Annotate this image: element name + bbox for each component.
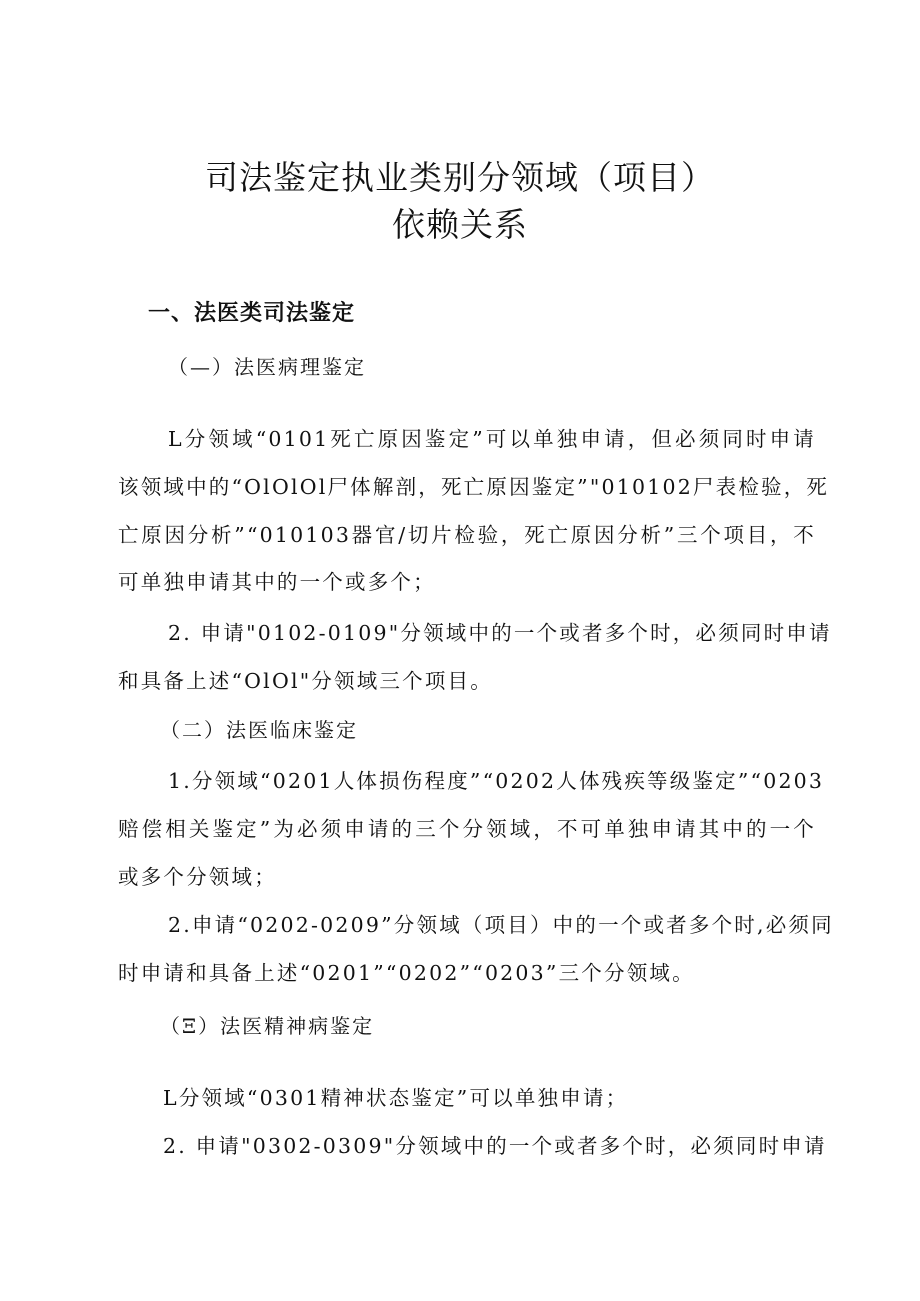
paragraph-line: 亡原因分析”“010103器官/切片检验，死亡原因分析”三个项目，不 [118, 523, 816, 547]
paragraph-line: 1.分领域“0201人体损伤程度”“0202人体残疾等级鉴定”“0203 [168, 769, 825, 793]
paragraph-line: 2. 申请"0302-0309"分领域中的一个或者多个时，必须同时申请 [163, 1134, 827, 1158]
paragraph-line: 该领域中的“OlOlOl尸体解剖，死亡原因鉴定”"010102尸表检验，死 [118, 475, 830, 499]
paragraph-line: 时申请和具备上述“0201”“0202”“0203”三个分领域。 [118, 961, 695, 985]
paragraph-line: 2.申请“0202-0209”分领域（项目）中的一个或者多个时,必须同 [168, 913, 834, 937]
subsection-heading-clinical: （二）法医临床鉴定 [160, 718, 358, 742]
subsection-heading-psychiatry: （Ξ）法医精神病鉴定 [160, 1014, 375, 1038]
document-title-line-2: 依赖关系 [392, 205, 528, 244]
document-title-line-1: 司法鉴定执业类别分领域（项目） [205, 158, 715, 197]
paragraph-line: 或多个分领域； [118, 865, 277, 889]
paragraph-line: L分领域“0101死亡原因鉴定”可以单独申请，但必须同时申请 [168, 427, 816, 451]
subsection-heading-pathology: （—）法医病理鉴定 [168, 355, 366, 379]
paragraph-line: 2. 申请"0102-0109"分领域中的一个或者多个时，必须同时申请 [168, 621, 832, 645]
paragraph-line: 和具备上述“OlOl"分领域三个项目。 [118, 669, 493, 693]
paragraph-line: 可单独申请其中的一个或多个； [118, 570, 436, 594]
section-heading-forensic-medicine: 一、法医类司法鉴定 [148, 301, 356, 326]
paragraph-line: 赔偿相关鉴定”为必须申请的三个分领域，不可单独申请其中的一个 [118, 817, 816, 841]
paragraph-line: L分领域“0301精神状态鉴定”可以单独申请； [163, 1086, 629, 1110]
